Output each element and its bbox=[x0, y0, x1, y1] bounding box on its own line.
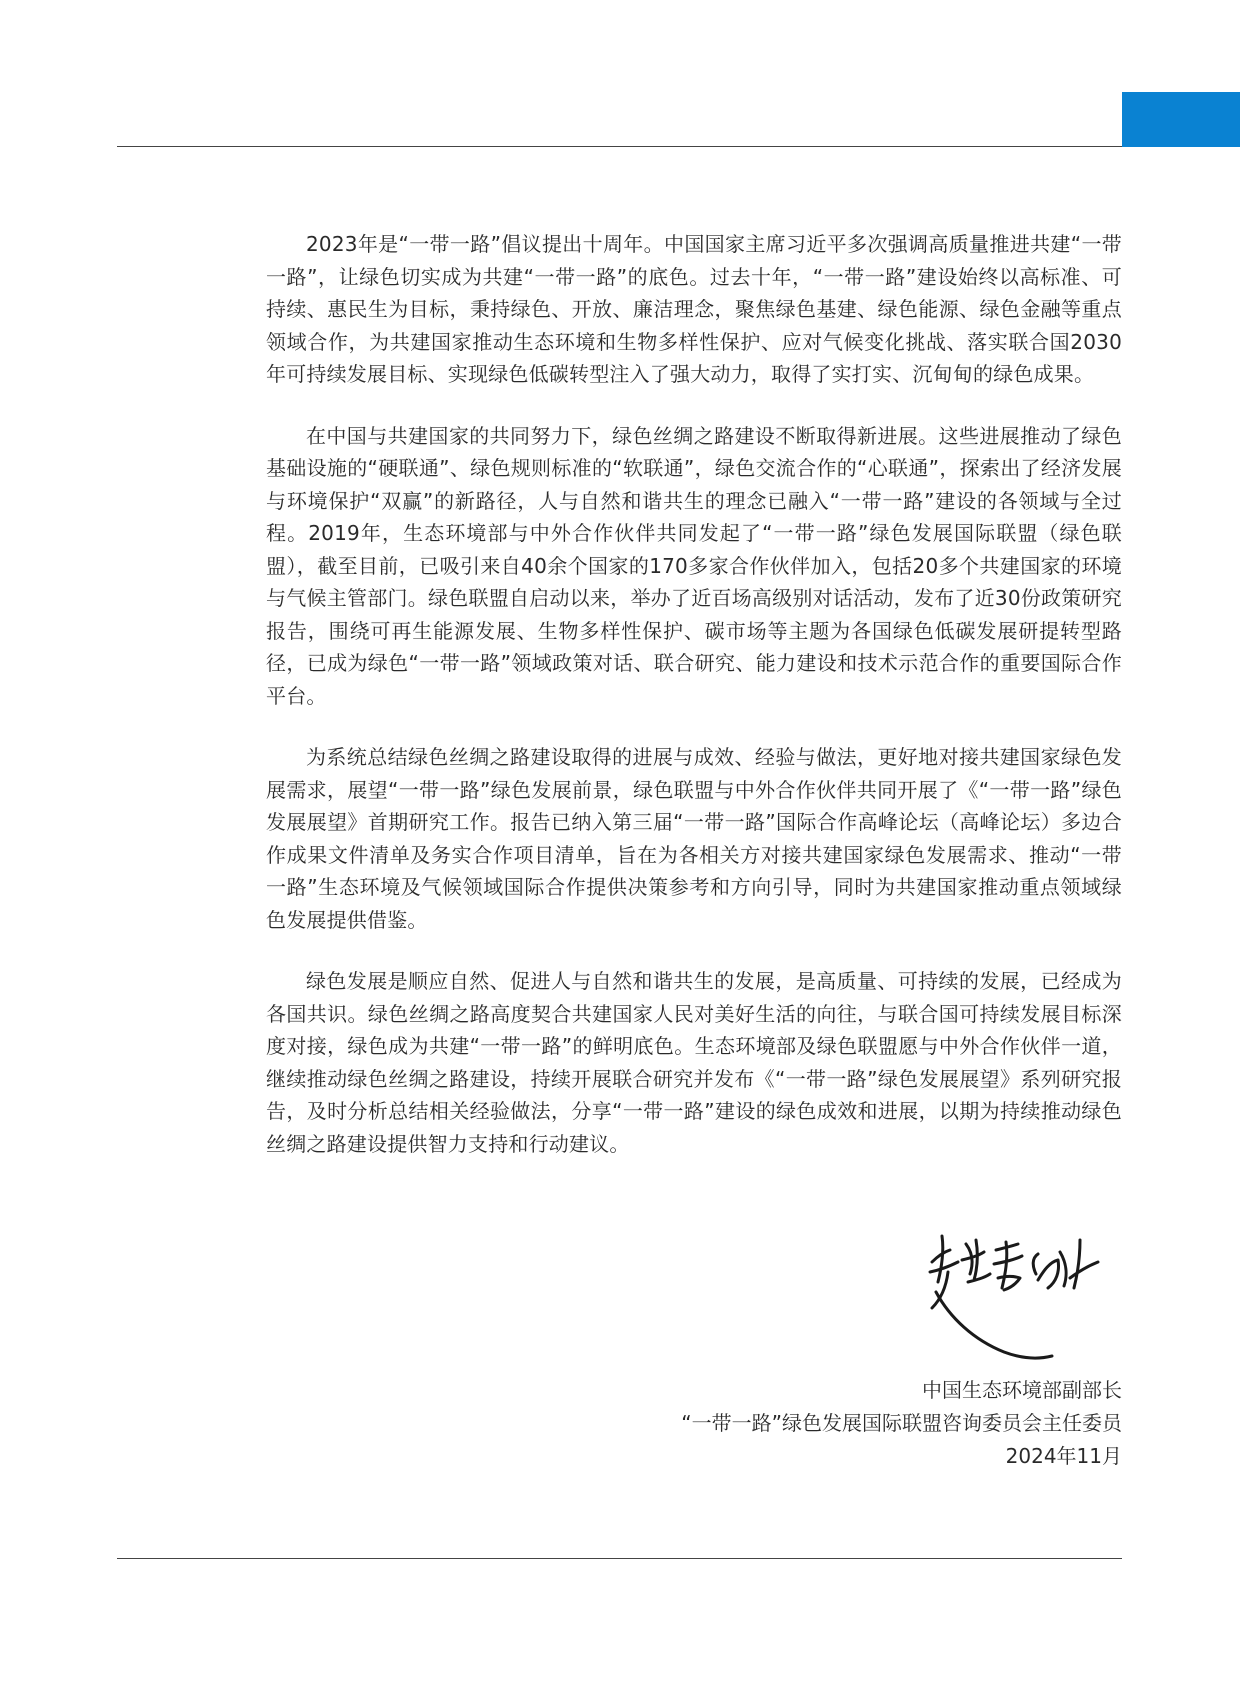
signatory-title: 中国生态环境部副部长 bbox=[922, 1378, 1122, 1402]
signature-date: 2024年11月 bbox=[1005, 1444, 1122, 1468]
paragraph-2: 在中国与共建国家的共同努力下，绿色丝绸之路建设不断取得新进展。这些进展推动了绿色基础设施的“硬联通”、绿色规则标准的“软联通”，绿色交流合作的“心联通”，探索出了经济发展与环境保护“双赢”的新路径，人与自然和谐共生的理念已融入“一带一路”建设的各领域与全过程。2019年，生态环境部与中外合作伙伴共同发起了“一带一路”绿色发展国际联盟（绿色联盟），截至目前，已吸引来自40余个国家的170多家合作伙伴加入，包括20多个共建国家的环境与气候主管部门。绿色联盟自启动以来，举办了近百场高级别对话活动，发布了近30份政策研究报告，围绕可再生能源发展、生物多样性保护、碳市场等主题为各国绿色低碳发展研提转型路径，已成为绿色“一带一路”领域政策对话、联合研究、能力建设和技术示范合作的重要国际合作平台。 bbox=[266, 423, 1122, 708]
corner-tab bbox=[1122, 92, 1240, 147]
letter-body bbox=[266, 228, 1122, 1189]
paragraph-4: 绿色发展是顺应自然、促进人与自然和谐共生的发展，是高质量、可持续的发展，已经成为各国共识。绿色丝绸之路高度契合共建国家人民对美好生活的向往，与联合国可持续发展目标深度对接，绿色成为共建“一带一路”的鲜明底色。生态环境部及绿色联盟愿与中外合作伙伴一道，继续推动绿色丝绸之路建设，持续开展联合研究并发布《“一带一路”绿色发展展望》系列研究报告，及时分析总结相关经验做法，分享“一带一路”建设的绿色成效和进展，以期为持续推动绿色丝绸之路建设提供智力支持和行动建议。 bbox=[266, 969, 1122, 1156]
signatory-position: “一带一路”绿色发展国际联盟咨询委员会主任委员 bbox=[681, 1411, 1122, 1435]
header-rule bbox=[117, 146, 1122, 147]
signature-block bbox=[681, 1374, 1122, 1473]
paragraph-3: 为系统总结绿色丝绸之路建设取得的进展与成效、经验与做法，更好地对接共建国家绿色发展需求，展望“一带一路”绿色发展前景，绿色联盟与中外合作伙伴共同开展了《“一带一路”绿色发展展望》首期研究工作。报告已纳入第三届“一带一路”国际合作高峰论坛（高峰论坛）多边合作成果文件清单及务实合作项目清单，旨在为各相关方对接共建国家绿色发展需求、推动“一带一路”生态环境及气候领域国际合作提供决策参考和方向引导，同时为共建国家推动重点领域绿色发展提供借鉴。 bbox=[266, 745, 1122, 932]
paragraph-1: 2023年是“一带一路”倡议提出十周年。中国国家主席习近平多次强调高质量推进共建“一带一路”，让绿色切实成为共建“一带一路”的底色。过去十年，“一带一路”建设始终以高标准、可持续、惠民生为目标，秉持绿色、开放、廉洁理念，聚焦绿色基建、绿色能源、绿色金融等重点领域合作，为共建国家推动生态环境和生物多样性保护、应对气候变化挑战、落实联合国2030年可持续发展目标、实现绿色低碳转型注入了强大动力，取得了实打实、沉甸甸的绿色成果。 bbox=[266, 232, 1122, 386]
footer-rule bbox=[117, 1558, 1122, 1559]
handwritten-signature bbox=[920, 1222, 1120, 1362]
